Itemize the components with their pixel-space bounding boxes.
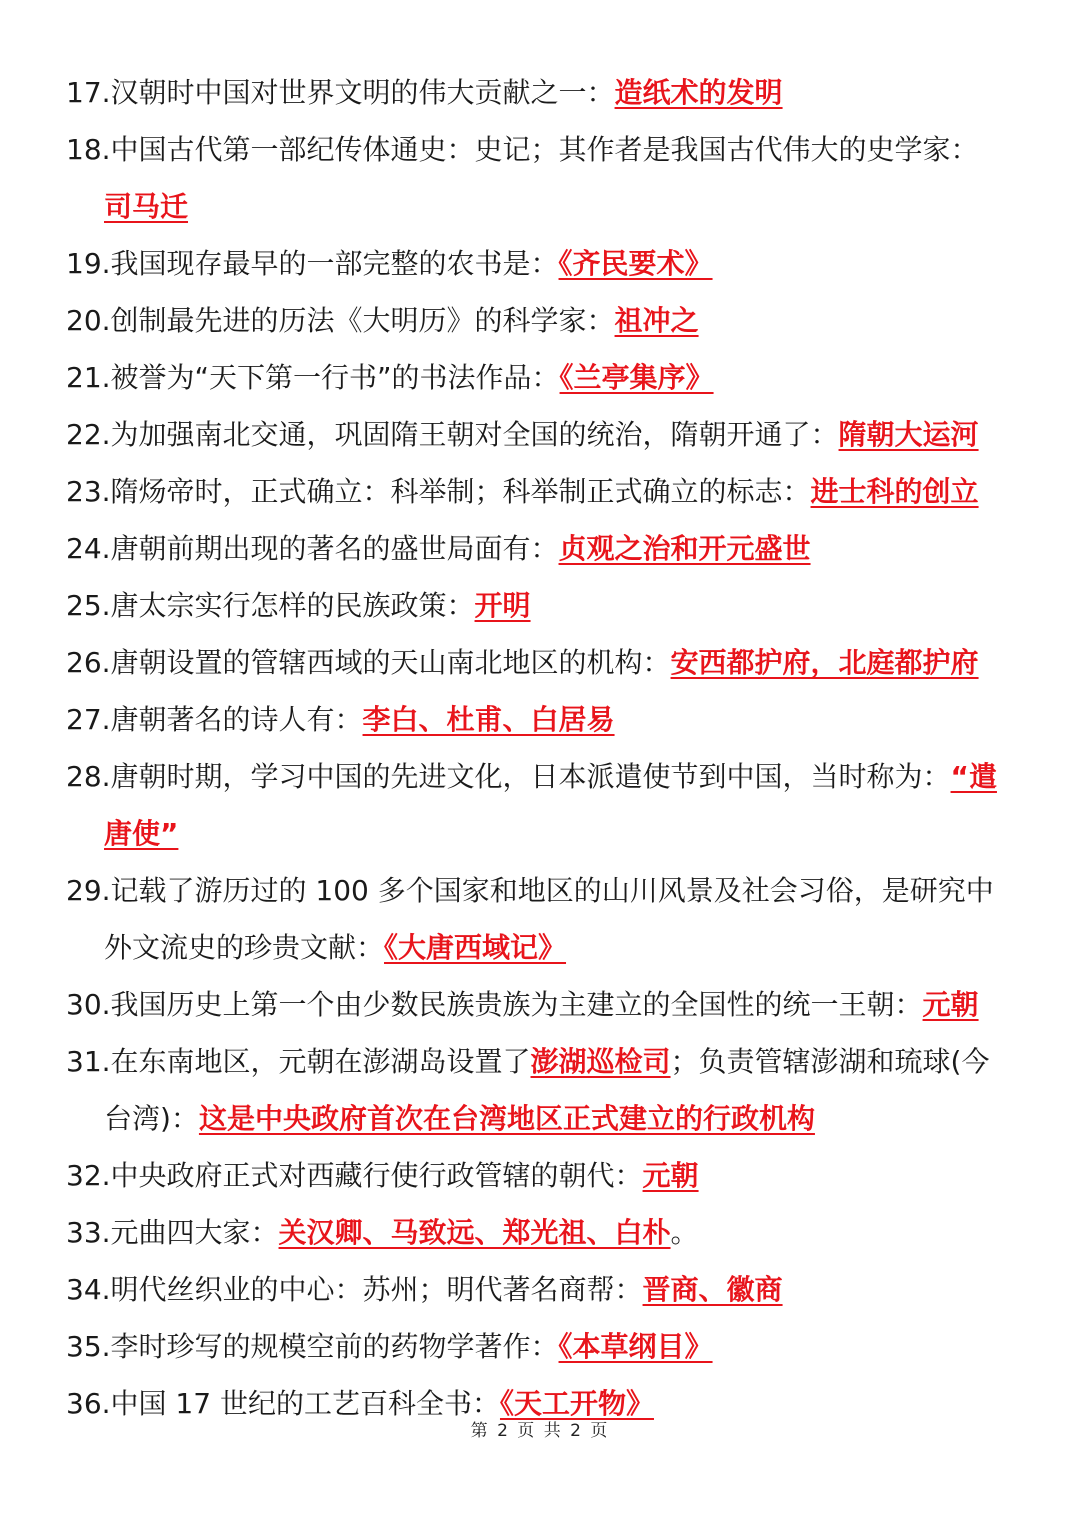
question-text: 26.唐朝设置的管辖西域的天山南北地区的机构： <box>66 646 671 679</box>
question-text: 23.隋炀帝时，正式确立：科举制；科举制正式确立的标志： <box>66 475 811 508</box>
question-33 <box>66 1204 1026 1261</box>
answer-text: 唐使” <box>104 817 179 850</box>
answer-text: 隋朝大运河 <box>838 418 979 451</box>
question-27 <box>66 691 1026 748</box>
document-page <box>66 64 1026 1432</box>
question-20 <box>66 292 1026 349</box>
answer-text: 司马迁 <box>104 190 189 223</box>
answer-text: 元朝 <box>922 988 979 1021</box>
question-text: 22.为加强南北交通，巩固隋王朝对全国的统治，隋朝开通了： <box>66 418 839 451</box>
answer-text: 进士科的创立 <box>810 475 979 508</box>
answer-text: “遣 <box>950 760 997 793</box>
question-32 <box>66 1147 1026 1204</box>
answer-text: 《兰亭集序》 <box>559 361 714 394</box>
page-footer: 第 2 页 共 2 页 <box>470 1421 610 1441</box>
question-text: 35.李时珍写的规模空前的药物学著作： <box>66 1330 559 1363</box>
question-tail: 。 <box>670 1216 699 1249</box>
question-text: 31.在东南地区，元朝在澎湖岛设置了 <box>66 1045 531 1078</box>
question-text: 29.记载了游历过的 100 多个国家和地区的山川风景及社会习俗，是研究中 <box>66 874 994 907</box>
answer-text: 造纸术的发明 <box>614 76 783 109</box>
question-24 <box>66 520 1026 577</box>
question-text: 20.创制最先进的历法《大明历》的科学家： <box>66 304 615 337</box>
question-35 <box>66 1318 1026 1375</box>
question-28 <box>66 748 1026 805</box>
answer-text: 《本草纲目》 <box>558 1330 713 1363</box>
answer-text: 元朝 <box>642 1159 699 1192</box>
answer-text: 晋商、徽商 <box>642 1273 783 1306</box>
answer-text: 开明 <box>474 589 531 622</box>
answer-text: 澎湖巡检司 <box>530 1045 671 1078</box>
question-34 <box>66 1261 1026 1318</box>
answer-text: 《大唐西域记》 <box>384 931 567 964</box>
question-text: 台湾)： <box>104 1102 199 1135</box>
question-31 <box>66 1033 1026 1090</box>
question-text: 33.元曲四大家： <box>66 1216 279 1249</box>
question-text: 21.被誉为“天下第一行书”的书法作品： <box>66 361 560 394</box>
question-text: 外文流史的珍贵文献： <box>104 931 385 964</box>
question-18-continued <box>66 178 1026 235</box>
answer-text: 贞观之治和开元盛世 <box>558 532 811 565</box>
answer-text: 这是中央政府首次在台湾地区正式建立的行政机构 <box>198 1102 815 1135</box>
question-18 <box>66 121 1026 178</box>
question-29 <box>66 862 1026 919</box>
question-31-continued <box>66 1090 1026 1147</box>
answer-text: 《天工开物》 <box>499 1387 654 1420</box>
question-text: 19.我国现存最早的一部完整的农书是： <box>66 247 559 280</box>
question-text: 24.唐朝前期出现的著名的盛世局面有： <box>66 532 559 565</box>
question-25 <box>66 577 1026 634</box>
question-19 <box>66 235 1026 292</box>
question-text: 32.中央政府正式对西藏行使行政管辖的朝代： <box>66 1159 643 1192</box>
question-text: 28.唐朝时期，学习中国的先进文化，日本派遣使节到中国，当时称为： <box>66 760 951 793</box>
answer-text: 李白、杜甫、白居易 <box>362 703 615 736</box>
answer-text: 《齐民要术》 <box>558 247 713 280</box>
question-text: 36.中国 17 世纪的工艺百科全书： <box>66 1387 500 1420</box>
question-text: 17.汉朝时中国对世界文明的伟大贡献之一： <box>66 76 615 109</box>
question-tail: ；负责管辖澎湖和琉球(今 <box>670 1045 990 1078</box>
question-22 <box>66 406 1026 463</box>
answer-text: 安西都护府，北庭都护府 <box>670 646 979 679</box>
question-text: 30.我国历史上第一个由少数民族贵族为主建立的全国性的统一王朝： <box>66 988 923 1021</box>
question-17 <box>66 64 1026 121</box>
question-23 <box>66 463 1026 520</box>
question-28-continued <box>66 805 1026 862</box>
question-29-continued <box>66 919 1026 976</box>
question-21 <box>66 349 1026 406</box>
question-30 <box>66 976 1026 1033</box>
question-text: 18.中国古代第一部纪传体通史：史记；其作者是我国古代伟大的史学家： <box>66 133 979 166</box>
question-text: 34.明代丝织业的中心：苏州；明代著名商帮： <box>66 1273 643 1306</box>
question-text: 27.唐朝著名的诗人有： <box>66 703 363 736</box>
question-26 <box>66 634 1026 691</box>
answer-text: 关汉卿、马致远、郑光祖、白朴 <box>278 1216 671 1249</box>
answer-text: 祖冲之 <box>614 304 699 337</box>
question-text: 25.唐太宗实行怎样的民族政策： <box>66 589 475 622</box>
